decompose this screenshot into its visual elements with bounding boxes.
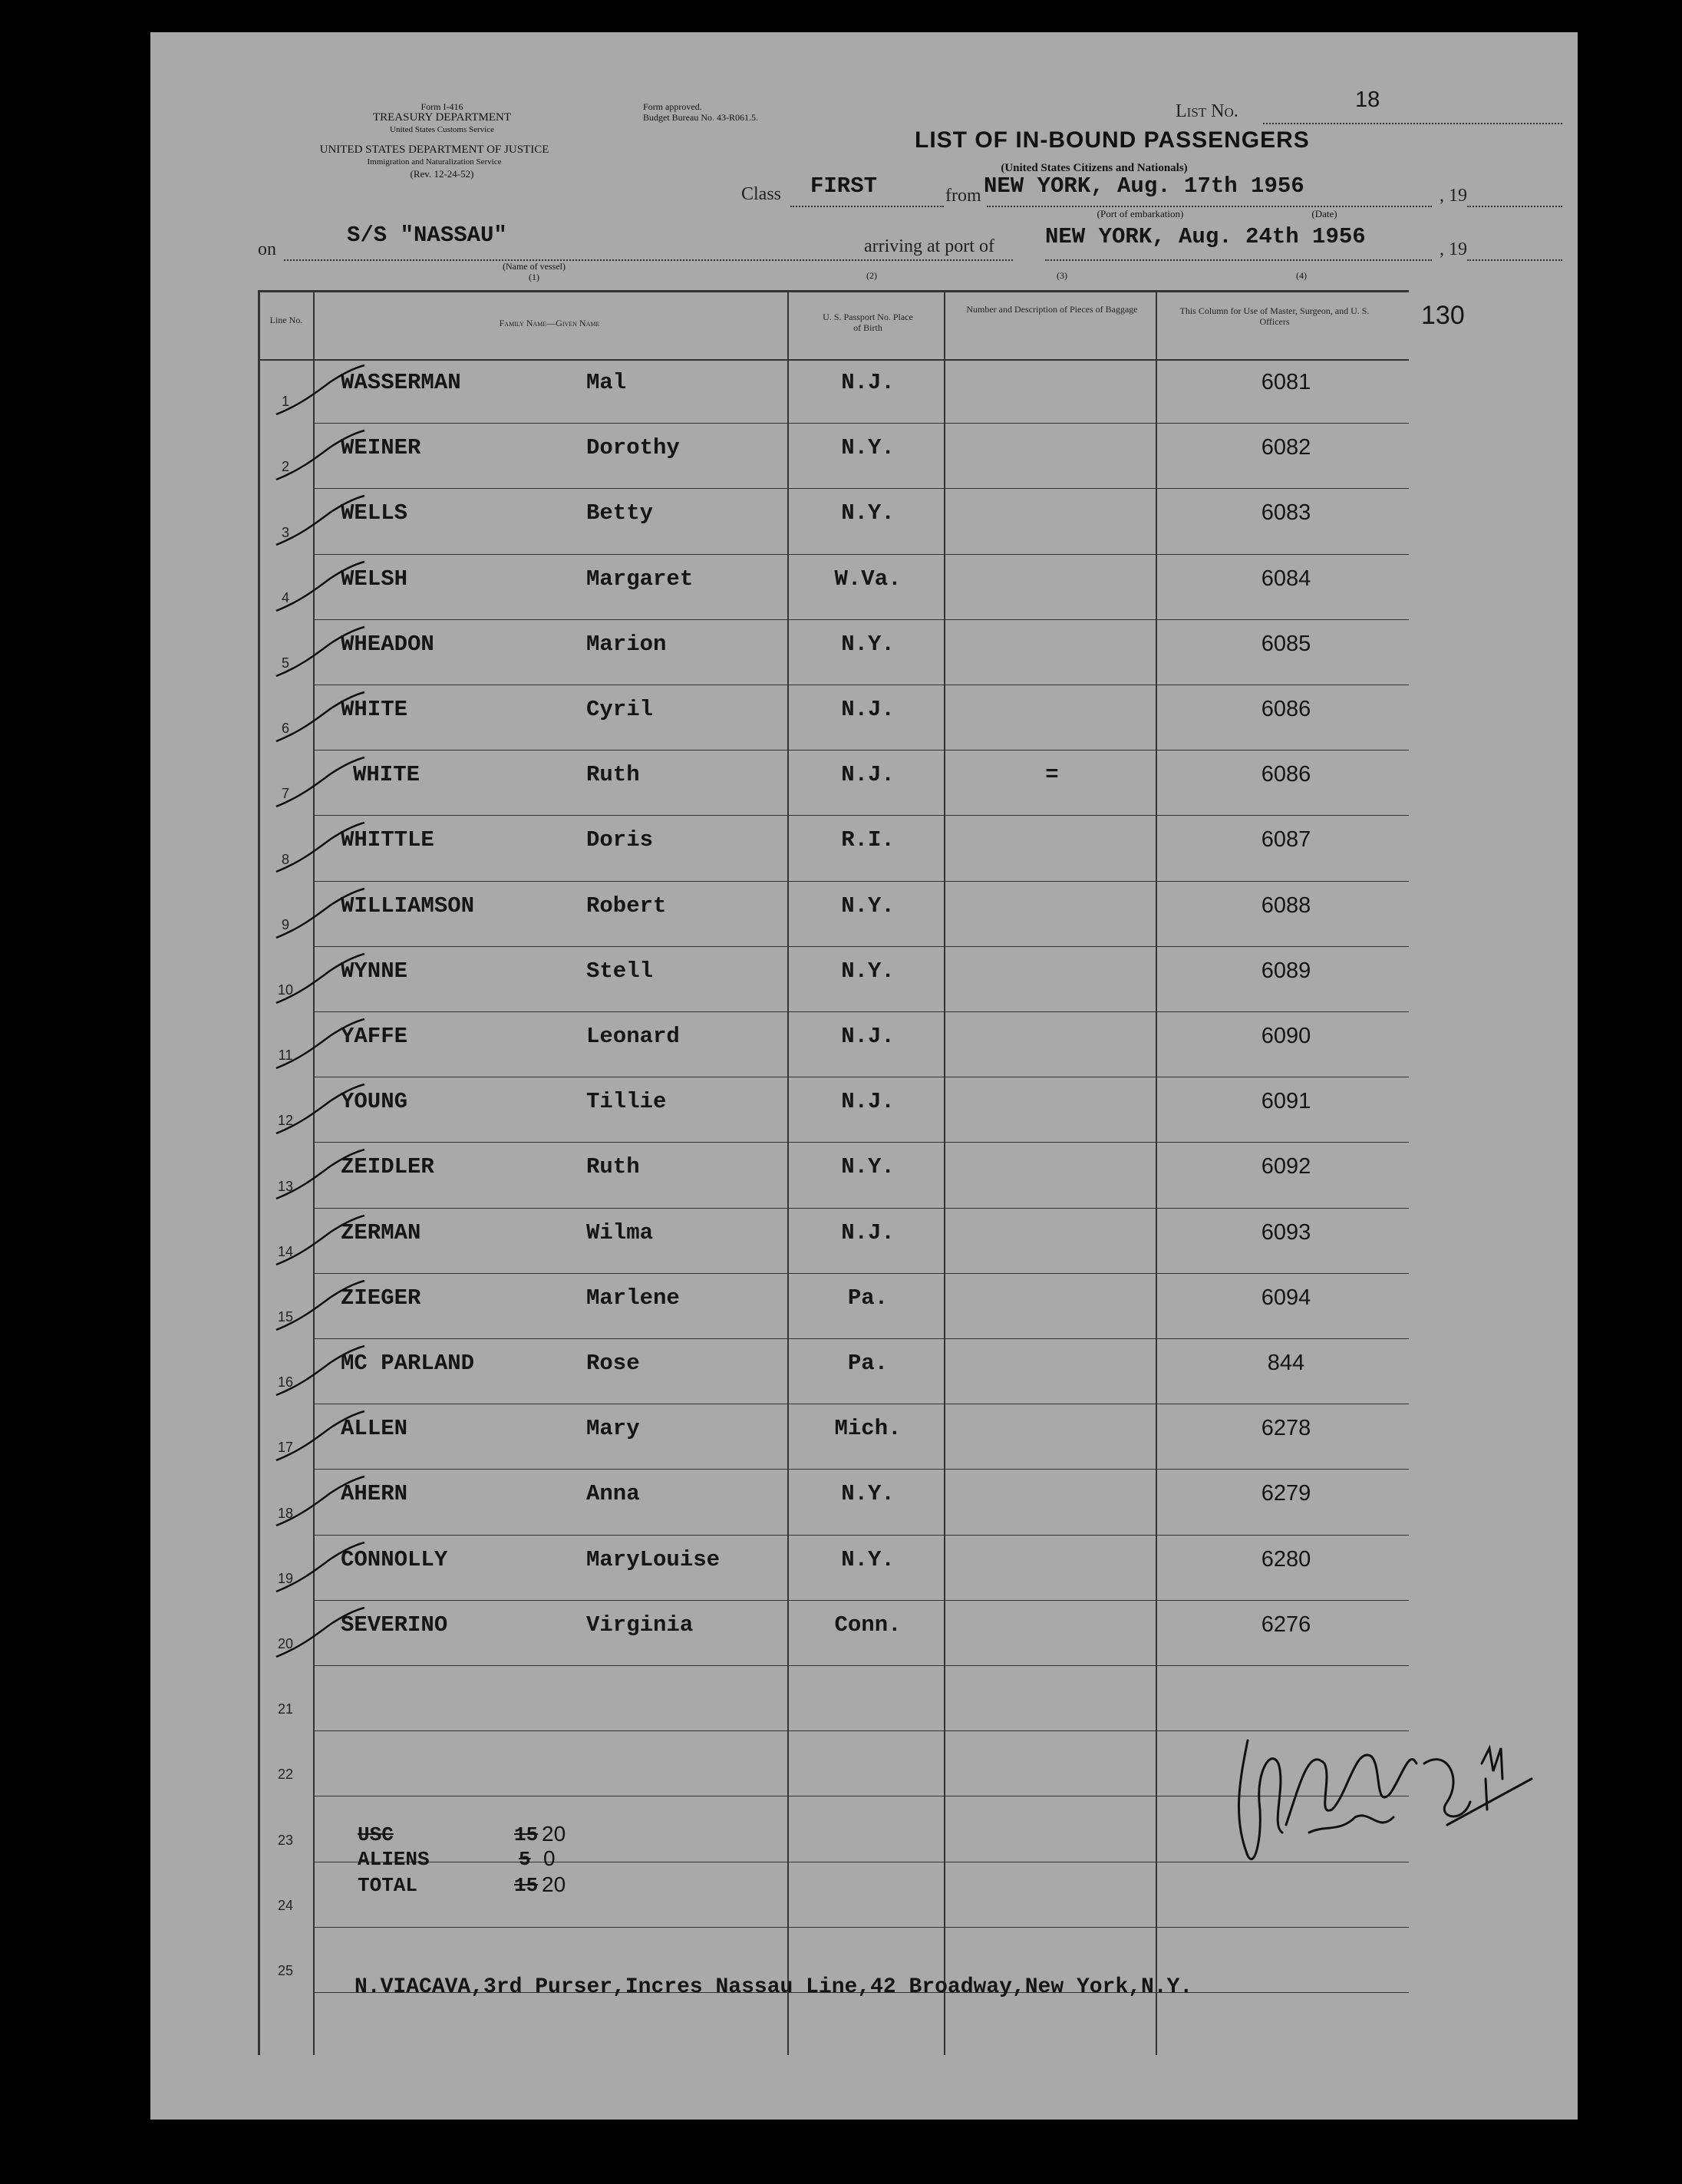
officer-number: 6279 <box>1261 1481 1311 1506</box>
table-row <box>258 490 1409 555</box>
given-name: Virginia <box>586 1612 694 1638</box>
family-name: WHITTLE <box>341 827 434 853</box>
place-of-birth: N.Y. <box>841 1546 895 1572</box>
year-suffix-1: , 19 <box>1440 186 1467 206</box>
total-label: TOTAL <box>358 1874 418 1897</box>
place-of-birth: Pa. <box>847 1285 889 1311</box>
header-passport: U. S. Passport No. Place of Birth <box>823 312 913 333</box>
given-name: Rose <box>586 1351 640 1376</box>
form-approved: Form approved. <box>643 101 702 112</box>
officer-number: 6087 <box>1261 827 1311 853</box>
line-number: 16 <box>277 1374 294 1391</box>
given-name: Dorothy <box>586 435 680 461</box>
line-number: 14 <box>277 1243 294 1259</box>
officer-number: 6083 <box>1261 500 1311 526</box>
family-name: ZIEGER <box>341 1285 421 1311</box>
line-number: 22 <box>277 1767 294 1783</box>
header-baggage: Number and Description of Pieces of Baggage <box>966 304 1138 315</box>
budget-bureau-number: Budget Bureau No. 43-R061.5. <box>643 112 758 123</box>
given-name: Cyril <box>586 697 654 722</box>
line-number: 23 <box>277 1832 294 1848</box>
check-mark-icon <box>269 1143 368 1205</box>
check-mark-icon <box>269 359 368 421</box>
check-mark-icon <box>269 948 368 1009</box>
page-number: 130 <box>1421 301 1465 330</box>
given-name: Marion <box>586 631 667 657</box>
check-mark-icon <box>269 1536 368 1598</box>
caption-4: (4) <box>1296 270 1307 281</box>
given-name: Betty <box>586 500 654 526</box>
embarkation-caption: (Port of embarkation) <box>1097 208 1184 219</box>
from-label: from <box>945 186 981 206</box>
place-of-birth: N.J. <box>841 762 895 788</box>
caption-1: (1) <box>529 272 539 282</box>
line-number: 13 <box>277 1178 294 1194</box>
place-of-birth: Pa. <box>847 1351 889 1376</box>
family-name: CONNOLLY <box>341 1546 448 1572</box>
check-mark-icon <box>269 883 368 944</box>
line-number: 5 <box>281 655 289 671</box>
year-suffix-2: , 19 <box>1440 239 1467 259</box>
line-number: 11 <box>278 1047 293 1064</box>
header-name: Family Name—Given Name <box>499 318 600 328</box>
place-of-birth: Conn. <box>834 1612 902 1638</box>
officer-number: 6090 <box>1261 1024 1311 1048</box>
line-number: 19 <box>277 1570 294 1586</box>
table-row <box>258 1405 1409 1470</box>
officer-number: 6085 <box>1261 631 1311 656</box>
given-name: Wilma <box>586 1219 654 1245</box>
check-mark-icon <box>269 686 368 747</box>
aliens-struck: 5 <box>519 1848 531 1871</box>
table-row <box>258 1143 1409 1209</box>
table-row <box>258 1275 1409 1340</box>
usc-struck: 15 <box>514 1823 539 1846</box>
line-number: 2 <box>281 459 289 475</box>
place-of-birth: N.J. <box>841 1024 895 1049</box>
arriving-label: arriving at port of <box>864 236 994 256</box>
officer-number: 6280 <box>1261 1546 1311 1572</box>
family-name: WYNNE <box>341 958 408 984</box>
check-mark-icon <box>269 1209 368 1271</box>
given-name: Mary <box>586 1416 640 1442</box>
caption-3: (3) <box>1057 270 1067 281</box>
check-mark-icon <box>269 1405 368 1466</box>
given-name: Tillie <box>586 1089 667 1115</box>
passenger-list-page <box>150 32 1578 2120</box>
check-mark-icon <box>269 1470 368 1532</box>
usc-value: 20 <box>542 1822 566 1846</box>
place-of-birth: N.Y. <box>841 892 895 919</box>
line-number: 18 <box>277 1505 294 1521</box>
table-row <box>258 1340 1409 1405</box>
family-name: MC PARLAND <box>341 1351 475 1376</box>
usc-label: USC <box>358 1823 394 1846</box>
place-of-birth: N.Y. <box>841 1481 895 1507</box>
arrival-value: NEW YORK, Aug. 24th 1956 <box>1045 224 1366 249</box>
line-number: 6 <box>281 721 289 737</box>
vessel-caption: (Name of vessel) <box>503 261 566 272</box>
header-officers: This Column for Use of Master, Surgeon, and U. S. Officers <box>1179 305 1370 327</box>
family-name: WELLS <box>341 500 408 526</box>
given-name: Ruth <box>586 1154 640 1180</box>
family-name: WELSH <box>341 566 408 592</box>
check-mark-icon <box>269 1602 368 1663</box>
table-row <box>258 1013 1409 1078</box>
officer-number: 844 <box>1267 1351 1305 1375</box>
family-name: WHEADON <box>341 631 434 657</box>
place-of-birth: R.I. <box>841 827 895 853</box>
page-title: LIST OF IN-BOUND PASSENGERS <box>915 127 1310 153</box>
table-row <box>258 1470 1409 1536</box>
form-revision: (Rev. 12-24-52) <box>410 168 474 180</box>
given-name: Ruth <box>586 762 640 788</box>
family-name: YAFFE <box>341 1024 408 1049</box>
table-row <box>258 1536 1409 1602</box>
table-row <box>258 359 1409 424</box>
line-number: 4 <box>281 589 289 605</box>
list-no-label: List No. <box>1176 101 1238 121</box>
check-mark-icon <box>269 817 368 878</box>
officer-number: 6088 <box>1261 892 1311 918</box>
line-number: 17 <box>277 1440 294 1456</box>
table-row <box>258 1078 1409 1143</box>
aliens-value: 0 <box>543 1846 556 1870</box>
family-name: SEVERINO <box>341 1612 448 1638</box>
family-name: WILLIAMSON <box>341 892 475 919</box>
officer-number: 6086 <box>1261 762 1311 787</box>
line-number: 20 <box>277 1635 294 1651</box>
line-number: 10 <box>277 981 294 998</box>
check-mark-icon <box>269 424 368 486</box>
table-row <box>258 556 1409 621</box>
family-name: WHITE <box>353 762 420 788</box>
table-row <box>258 1602 1409 1667</box>
officer-number: 6276 <box>1261 1612 1311 1637</box>
line-number: 21 <box>277 1701 294 1717</box>
line-number: 24 <box>277 1897 294 1913</box>
line-number: 12 <box>277 1113 294 1129</box>
table-row <box>258 817 1409 882</box>
given-name: Stell <box>586 958 654 984</box>
on-label: on <box>258 239 276 259</box>
place-of-birth: Mich. <box>834 1416 902 1442</box>
officer-number: 6081 <box>1261 370 1311 394</box>
place-of-birth: N.J. <box>841 697 895 722</box>
given-name: Margaret <box>586 566 694 592</box>
given-name: Mal <box>586 370 627 395</box>
officer-number: 6092 <box>1261 1154 1311 1179</box>
date-caption: (Date) <box>1311 208 1337 219</box>
given-name: Doris <box>586 827 654 853</box>
check-mark-icon <box>269 751 368 813</box>
family-name: WEINER <box>341 435 421 461</box>
aliens-label: ALIENS <box>358 1848 430 1871</box>
line-number: 15 <box>277 1308 294 1325</box>
passenger-table <box>258 290 1555 2055</box>
table-row <box>258 751 1409 817</box>
immigration-service: Immigration and Naturalization Service <box>367 157 502 167</box>
line-number: 1 <box>281 394 289 410</box>
check-mark-icon <box>269 1013 368 1074</box>
officer-number: 6093 <box>1261 1219 1311 1245</box>
check-mark-icon <box>269 1340 368 1401</box>
embarkation-value: NEW YORK, Aug. 17th 1956 <box>984 173 1304 199</box>
line-number: 7 <box>281 786 289 802</box>
table-row <box>258 1209 1409 1275</box>
given-name: MaryLouise <box>586 1546 721 1572</box>
officer-number: 6084 <box>1261 566 1311 591</box>
check-mark-icon <box>269 556 368 617</box>
place-of-birth: N.Y. <box>841 500 895 526</box>
page-subtitle: (United States Citizens and Nationals) <box>1001 162 1188 174</box>
line-number: 8 <box>281 851 289 867</box>
table-row <box>258 424 1409 490</box>
table-row <box>258 686 1409 751</box>
inspector-signature <box>1217 1717 1539 1886</box>
total-value: 20 <box>542 1872 566 1896</box>
check-mark-icon <box>269 1275 368 1336</box>
officer-number: 6082 <box>1261 435 1311 460</box>
check-mark-icon <box>269 1078 368 1140</box>
header-line-no: Line No. <box>269 315 303 325</box>
place-of-birth: N.J. <box>841 370 895 395</box>
place-of-birth: N.Y. <box>841 631 895 657</box>
vessel-name: S/S "NASSAU" <box>347 223 507 248</box>
officer-number: 6086 <box>1261 697 1311 721</box>
form-number: Form I-416 <box>420 101 463 112</box>
officer-number: 6094 <box>1261 1285 1311 1310</box>
place-of-birth: N.Y. <box>841 435 895 461</box>
class-label: Class <box>741 184 782 204</box>
place-of-birth: N.J. <box>841 1219 895 1245</box>
family-name: ALLEN <box>341 1416 408 1442</box>
place-of-birth: W.Va. <box>834 566 902 592</box>
place-of-birth: N.Y. <box>841 1154 895 1180</box>
total-struck: 15 <box>514 1874 539 1897</box>
department-of-justice: UNITED STATES DEPARTMENT OF JUSTICE <box>319 144 549 156</box>
line-number: 3 <box>281 524 289 540</box>
family-name: WASSERMAN <box>341 370 461 395</box>
officer-number: 6278 <box>1261 1416 1311 1441</box>
given-name: Leonard <box>586 1024 680 1049</box>
caption-2: (2) <box>866 270 877 281</box>
family-name: WHITE <box>341 697 408 722</box>
family-name: YOUNG <box>341 1089 408 1115</box>
officer-number: 6089 <box>1261 958 1311 983</box>
check-mark-icon <box>269 490 368 551</box>
given-name: Robert <box>586 892 667 919</box>
line-number: 9 <box>281 916 289 932</box>
treasury-department: TREASURY DEPARTMENT <box>372 111 512 124</box>
list-number: 18 <box>1355 87 1380 112</box>
given-name: Anna <box>586 1481 640 1507</box>
baggage: = <box>1045 762 1059 788</box>
officer-number: 6091 <box>1261 1089 1311 1114</box>
family-name: ZEIDLER <box>341 1154 434 1180</box>
line-number: 25 <box>277 1962 294 1978</box>
table-row <box>258 883 1409 948</box>
place-of-birth: N.Y. <box>841 958 895 984</box>
table-row <box>258 948 1409 1013</box>
table-row <box>258 621 1409 686</box>
family-name: ZERMAN <box>341 1219 421 1245</box>
purser-line: N.VIACAVA,3rd Purser,Incres Nassau Line,42 Broadway,New York,N.Y. <box>355 1975 1193 1999</box>
given-name: Marlene <box>586 1285 680 1311</box>
class-value: FIRST <box>810 173 878 199</box>
check-mark-icon <box>269 621 368 682</box>
family-name: AHERN <box>341 1481 408 1507</box>
place-of-birth: N.J. <box>841 1089 895 1115</box>
customs-service: United States Customs Service <box>390 125 494 134</box>
